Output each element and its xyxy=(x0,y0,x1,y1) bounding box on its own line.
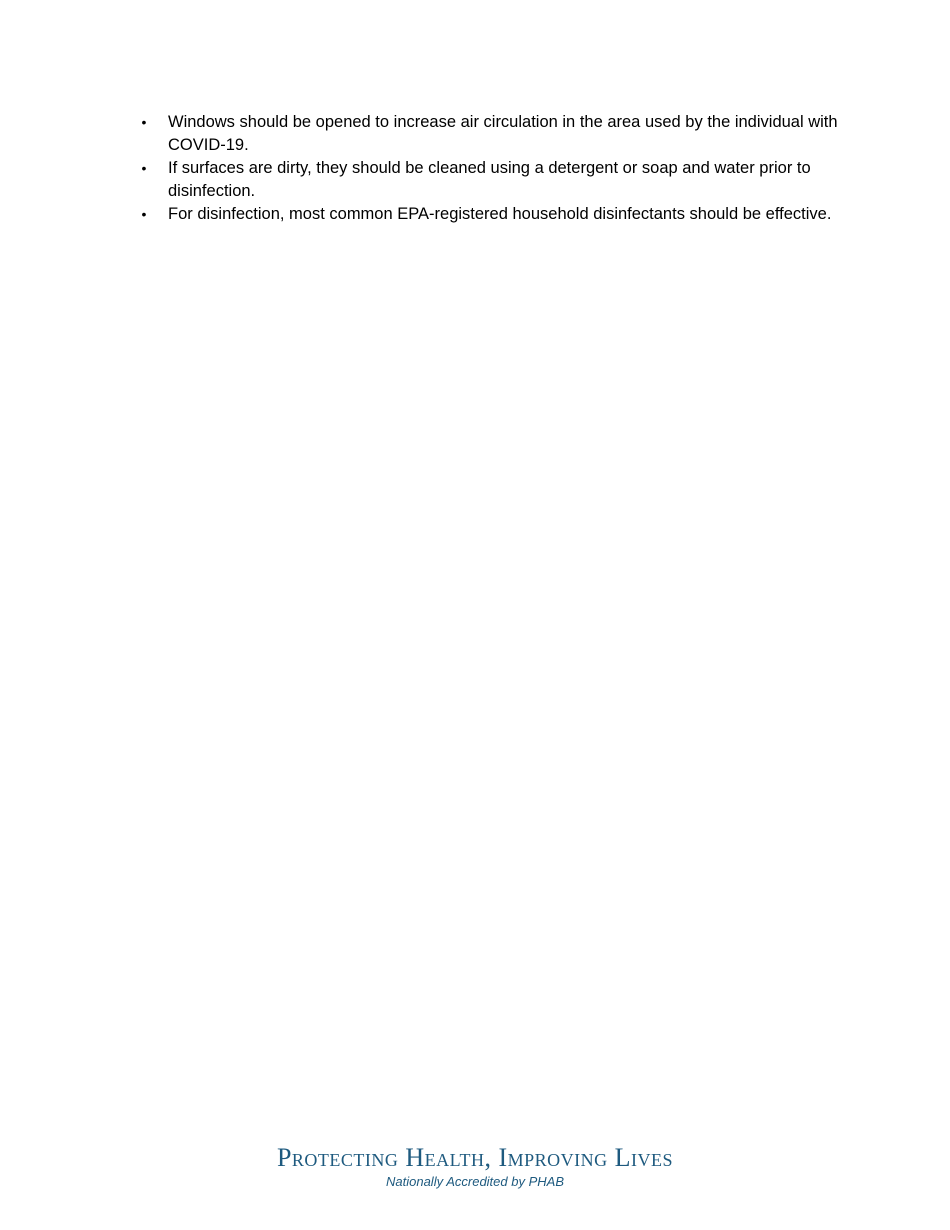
list-item xyxy=(138,157,848,203)
list-item xyxy=(138,111,848,157)
bullet-text: If surfaces are dirty, they should be cleaned using a detergent or soap and water prior to disinfection. xyxy=(168,159,811,200)
list-item xyxy=(138,203,848,226)
footer-tagline: Protecting Health, Improving Lives xyxy=(276,1143,674,1172)
bullet-list xyxy=(138,111,848,226)
page-footer xyxy=(0,1143,950,1190)
bullet-text: For disinfection, most common EPA-registered household disinfectants should be effective. xyxy=(168,205,832,223)
bullet-icon: • xyxy=(141,160,147,176)
bullet-icon: • xyxy=(141,114,147,130)
bullet-text: Windows should be opened to increase air circulation in the area used by the individual with COVID-19. xyxy=(168,113,838,154)
footer-accreditation: Nationally Accredited by PHAB xyxy=(386,1174,564,1189)
bullet-icon: • xyxy=(141,206,147,222)
